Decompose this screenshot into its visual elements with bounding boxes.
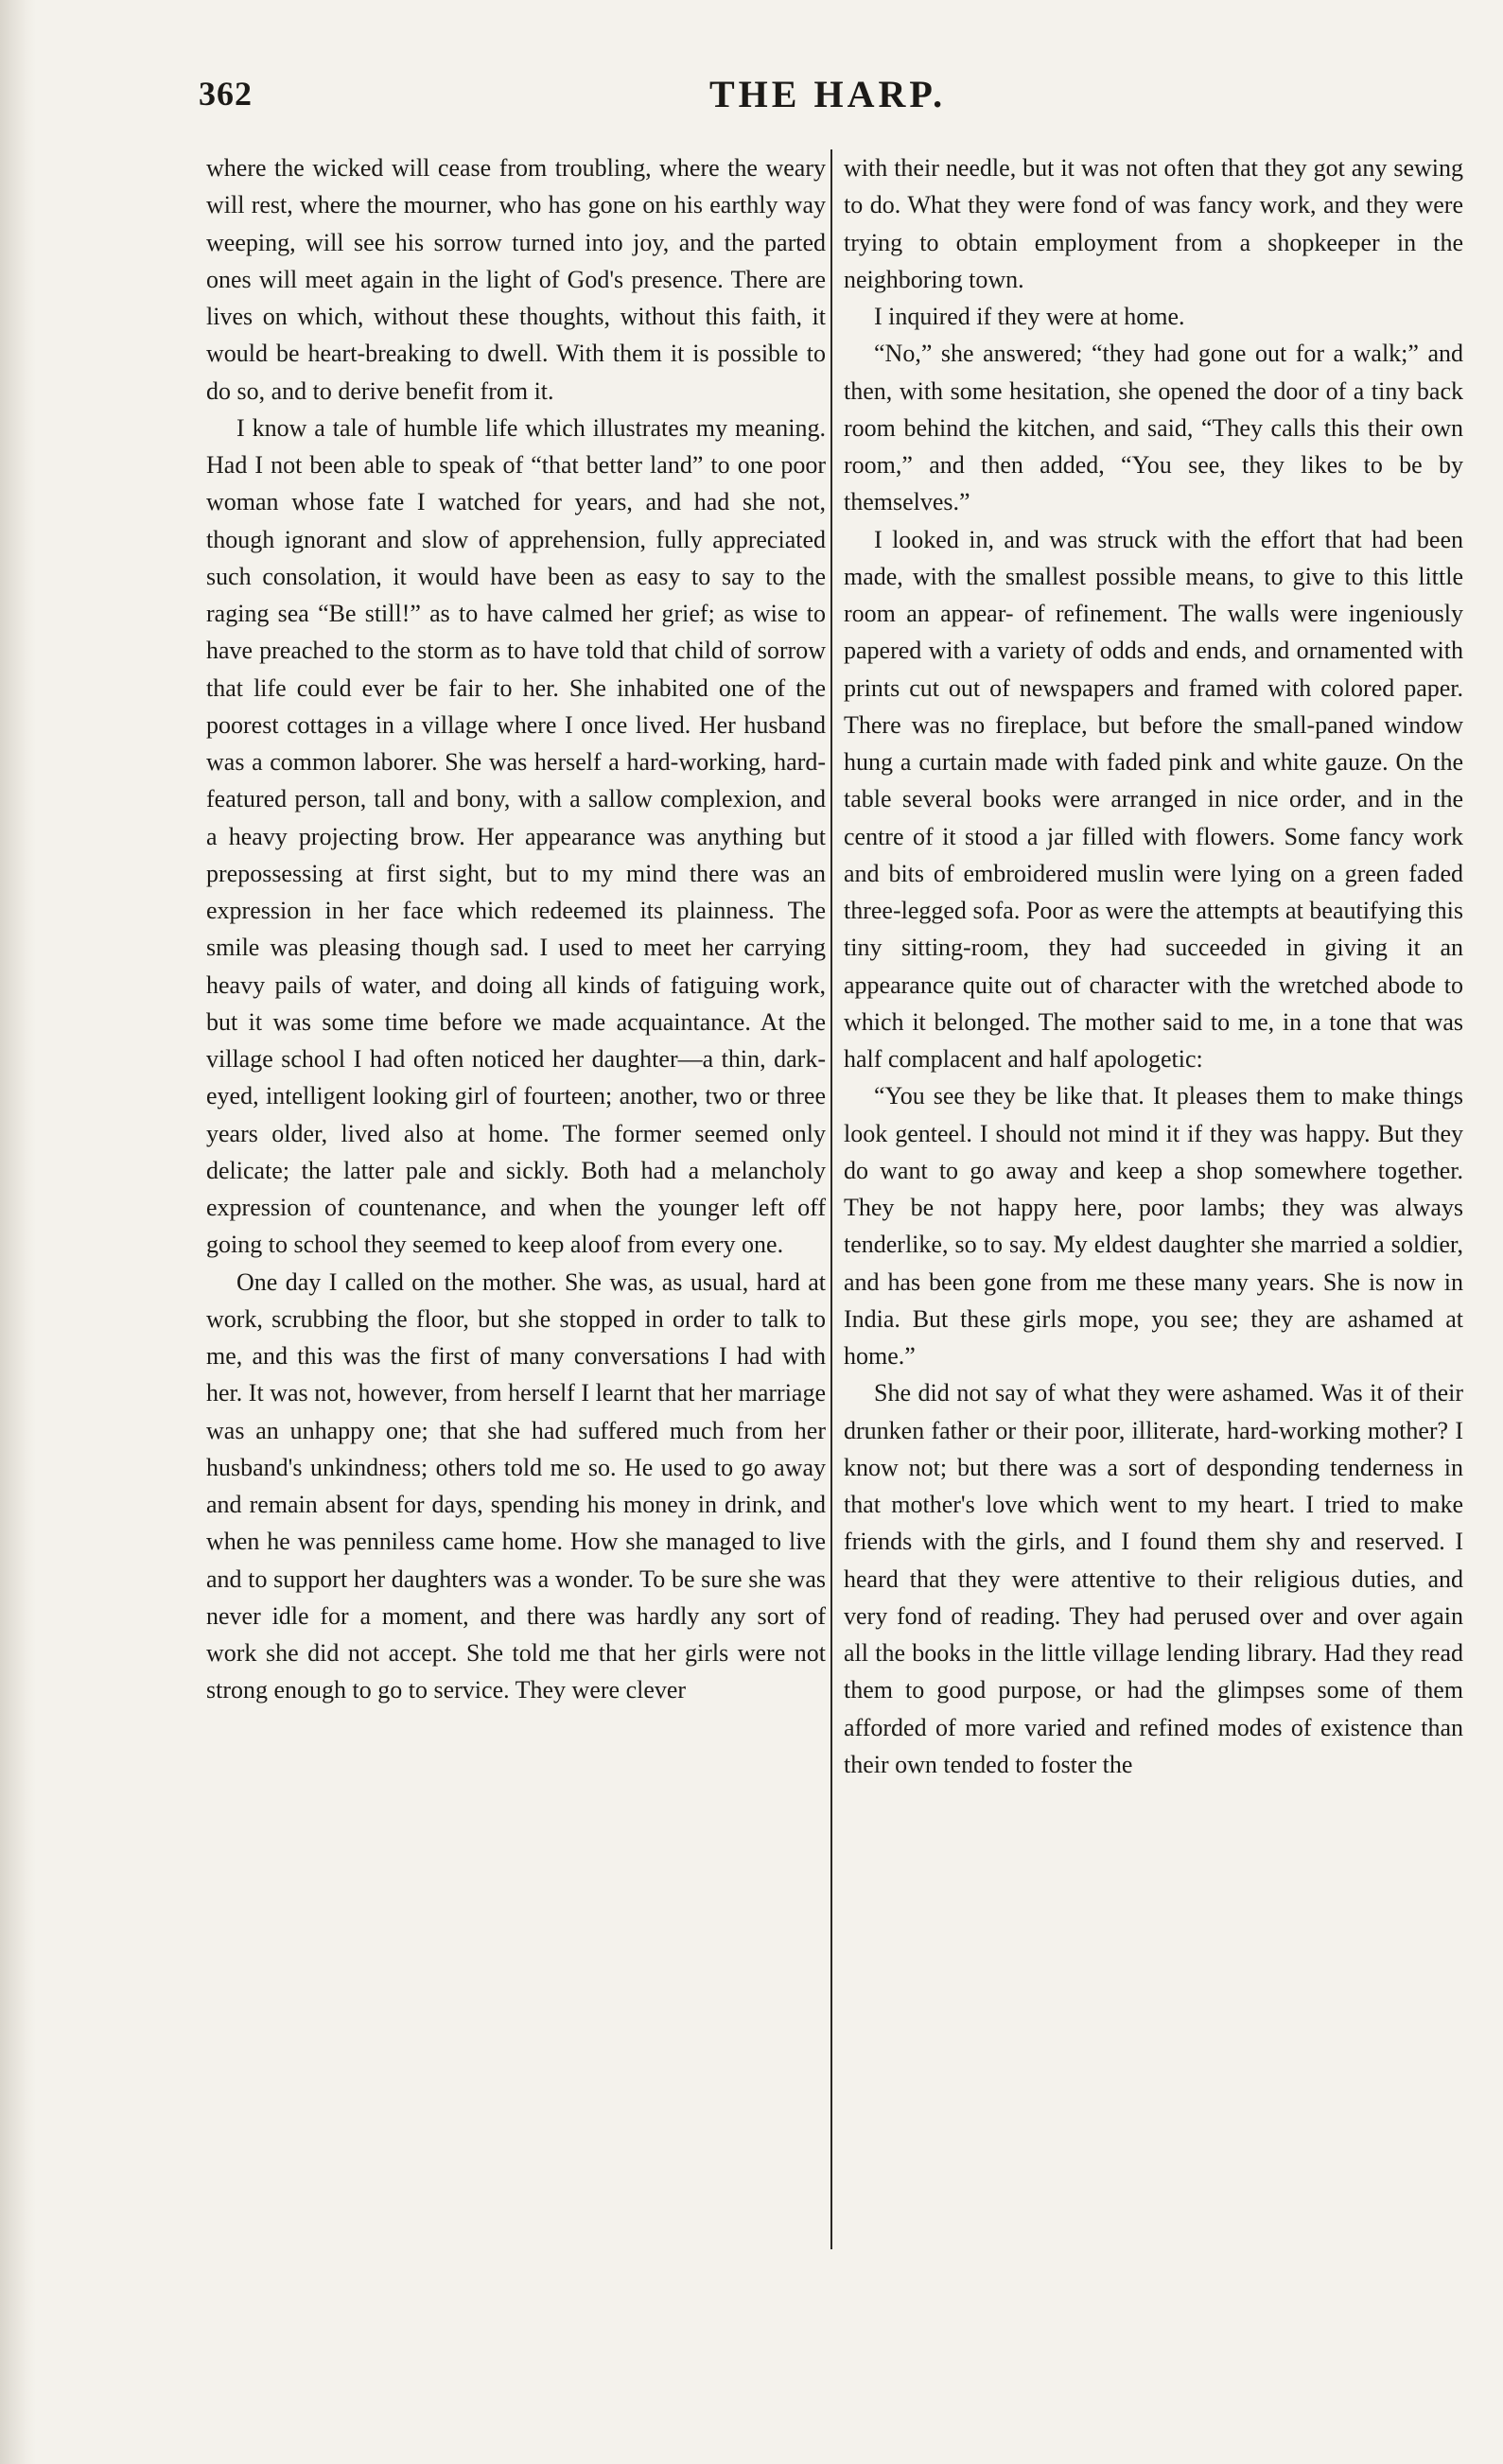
page-number: 362 — [199, 75, 253, 113]
paragraph: with their needle, but it was not often that they got any sewing to do. What they were fond of was fancy work, and they were trying to obtain employment from a shopkeeper in the neighboring town. — [844, 154, 1463, 293]
paragraph: “You see they be like that. It pleases them to make things look genteel. I should not mind it if they was happy. But they do want to go away and keep a shop somewhere together. They be not happy here, poor lambs; they was always tenderlike, so to say. My eldest daughter she married a soldier, and has been gone from me these many years. She is now in India. But these girls mope, you see; they are ashamed at home.” — [844, 1082, 1463, 1370]
page-binding-edge — [0, 0, 36, 2464]
paragraph: I know a tale of humble life which illustrates my meaning. Had I not been able to speak of “that better land” to one poor woman whose fate I watched for years, and had she not, though ignorant and slow of apprehension, fully appreciated such consolation, it would have been as easy to say to the raging sea “Be still!” as to have calmed her grief; as wise to have preached to the storm as to have told that child of sorrow that life could ever be fair to her. She inhabited one of the poorest cottages in a village where I once lived. Her husband was a common laborer. She was herself a hard-working, hard-featured person, tall and bony, with a sallow complexion, and a heavy projecting brow. Her appearance was anything but prepossessing at first sight, but to my mind there was an expression in her face which redeemed its plainness. The smile was pleasing though sad. I used to meet her carrying heavy pails of water, and doing all kinds of fatiguing work, but it was some time before we made acquaintance. At the village school I had often noticed her daughter—a thin, dark-eyed, intelligent looking girl of fourteen; another, two or three years older, lived also at home. The former seemed only delicate; the latter pale and sickly. Both had a melancholy expression of countenance, and when the younger left off going to school they seemed to keep aloof from every one. — [206, 413, 826, 1259]
right-column — [844, 149, 1463, 1783]
paragraph: “No,” she answered; “they had gone out for a walk;” and then, with some hesitation, she opened the door of a tiny back room behind the kitchen, and said, “They calls this their own room,” and then added, “You see, they likes to be by themselves.” — [844, 340, 1463, 516]
paragraph: One day I called on the mother. She was, as usual, hard at work, scrubbing the floor, but she stopped in order to talk to me, and this was the first of many conversations I had with her. It was not, however, from herself I learnt that her marriage was an unhappy one; that she had suffered much from her husband's unkindness; others told me so. He used to go away and remain absent for days, spending his money in drink, and when he was penniless came home. How she managed to live and to support her daughters was a wonder. To be sure she was never idle for a moment, and there was hardly any sort of work she did not accept. She told me that her girls were not strong enough to go to service. They were clever — [206, 1267, 826, 1704]
paragraph: I inquired if they were at home. — [874, 303, 1185, 330]
page-header — [199, 66, 1476, 123]
running-title: THE HARP. — [709, 73, 947, 115]
paragraph: I looked in, and was struck with the effort that had been made, with the smallest possible means, to give to this little room an appear- of refinement. The walls were ingeniously papered with a variety of odds and ends, and ornamented with prints cut out of newspapers and framed with colored paper. There was no fireplace, but before the small-paned window hung a curtain made with faded pink and white gauze. On the table several books were arranged in nice order, and in the centre of it stood a jar filled with flowers. Some fancy work and bits of embroidered muslin were lying on a green faded three-legged sofa. Poor as were the attempts at beautifying this tiny sitting-room, they had succeeded in giving it an appearance quite out of character with the wretched abode to which it belonged. The mother said to me, in a tone that was half complacent and half apologetic: — [844, 525, 1463, 1073]
left-column — [206, 149, 826, 1709]
paragraph: She did not say of what they were ashamed. Was it of their drunken father or their poor, illiterate, hard-working mother? I know not; but there was a sort of desponding tenderness in that mother's love which went to my heart. I tried to make friends with the girls, and I found them shy and reserved. I heard that they were attentive to their religious duties, and very fond of reading. They had perused over and over again all the books in the little village lending library. Had they read them to good purpose, or had the glimpses some of them afforded of more varied and refined modes of existence than their own tended to foster the — [844, 1379, 1463, 1778]
paragraph: where the wicked will cease from troubling, where the weary will rest, where the mourner, who has gone on his earthly way weeping, will see his sorrow turned into joy, and the parted ones will meet again in the light of God's presence. There are lives on which, without these thoughts, without this faith, it would be heart-breaking to dwell. With them it is possible to do so, and to derive benefit from it. — [206, 154, 826, 405]
column-divider — [830, 149, 832, 2249]
